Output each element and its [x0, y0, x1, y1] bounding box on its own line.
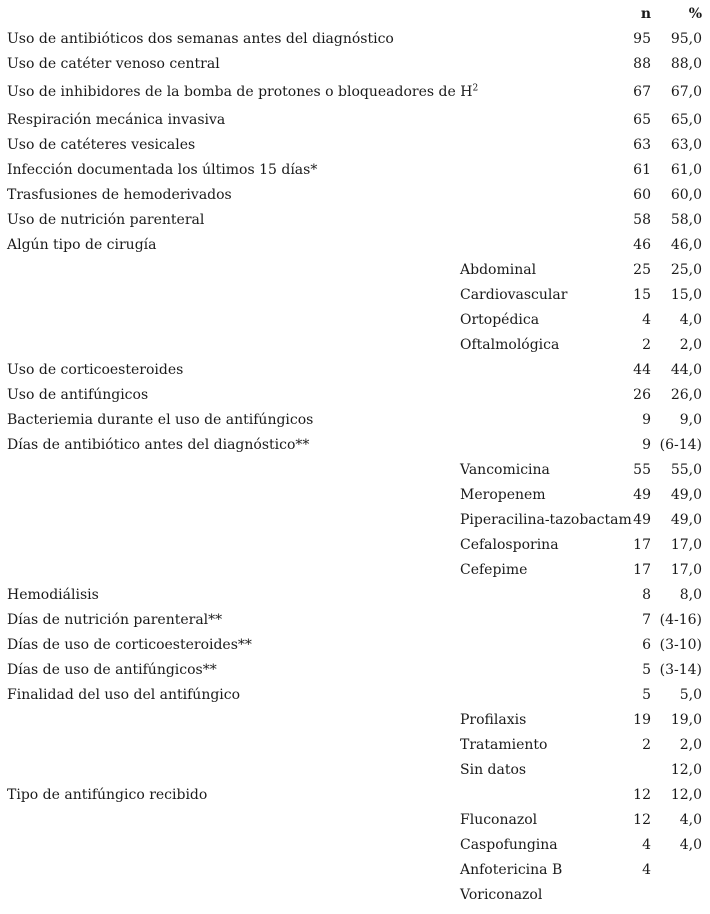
row-label: Uso de catéter venoso central [7, 56, 220, 72]
row-label: Uso de antibióticos dos semanas antes del diagnóstico [7, 31, 394, 47]
row-n-value: 8 [642, 587, 651, 603]
table-row [0, 137, 710, 162]
row-percent-value: 9,0 [679, 412, 702, 428]
row-label: Tipo de antifúngico recibido [7, 787, 208, 803]
row-label: Días de nutrición parenteral** [7, 612, 223, 628]
table-row [0, 487, 710, 512]
row-percent-value: 2,0 [679, 337, 702, 353]
row-sublabel: Vancomicina [460, 462, 550, 478]
table-row [0, 312, 710, 337]
row-percent-value: 5,0 [679, 687, 702, 703]
row-sublabel: Oftalmológica [460, 337, 560, 353]
row-percent-value: (3-10) [659, 637, 702, 653]
table-row [0, 287, 710, 312]
row-percent-value: 8,0 [679, 587, 702, 603]
row-n-value: 49 [633, 512, 651, 528]
row-percent-value: 44,0 [670, 362, 702, 378]
row-percent-value: 12,0 [670, 787, 702, 803]
row-label-superscript: 2 [472, 83, 479, 94]
row-label: Uso de antifúngicos [7, 387, 149, 403]
table-row [0, 112, 710, 137]
row-label: Uso de nutrición parenteral [7, 212, 205, 228]
table-row [0, 362, 710, 387]
header-n: n [640, 6, 651, 22]
row-n-value: 49 [633, 487, 651, 503]
row-label: Uso de inhibidores de la bomba de protones o bloqueadores de H [7, 84, 473, 100]
row-percent-value: 49,0 [670, 487, 702, 503]
row-n-value: 95 [633, 31, 651, 47]
row-percent-value: 88,0 [670, 56, 702, 72]
table-row [0, 437, 710, 462]
row-percent-value: 2,0 [679, 737, 702, 753]
row-percent-value: 95,0 [670, 31, 702, 47]
row-percent-value: 15,0 [670, 287, 702, 303]
row-sublabel: Cefepime [460, 562, 528, 578]
row-sublabel: Profilaxis [460, 712, 527, 728]
row-label: Algún tipo de cirugía [7, 237, 157, 253]
row-sublabel: Meropenem [460, 487, 546, 503]
row-n-value: 17 [633, 537, 651, 553]
table-row [0, 687, 710, 712]
row-n-value: 19 [633, 712, 651, 728]
table-row [0, 262, 710, 287]
row-n-value: 2 [642, 337, 651, 353]
row-sublabel: Anfotericina B [460, 862, 563, 878]
row-percent-value: 4,0 [679, 312, 702, 328]
table-row [0, 31, 710, 56]
row-n-value: 44 [633, 362, 651, 378]
row-n-value: 2 [642, 737, 651, 753]
row-percent-value: 60,0 [670, 187, 702, 203]
row-sublabel: Abdominal [460, 262, 537, 278]
row-label-wrap [7, 84, 478, 100]
row-n-value: 25 [633, 262, 651, 278]
row-sublabel: Tratamiento [460, 737, 548, 753]
table-row [0, 762, 710, 787]
row-n-value: 4 [642, 862, 651, 878]
table-row [0, 337, 710, 362]
table-row [0, 712, 710, 737]
table-row [0, 637, 710, 662]
row-n-value: 9 [642, 437, 651, 453]
row-sublabel: Cardiovascular [460, 287, 568, 303]
row-label: Días de uso de antifúngicos** [7, 662, 217, 678]
row-n-value: 5 [642, 662, 651, 678]
table-row [0, 737, 710, 762]
table-row [0, 587, 710, 612]
table-row [0, 212, 710, 237]
row-n-value: 58 [633, 212, 651, 228]
row-percent-value: 25,0 [670, 262, 702, 278]
table-row [0, 812, 710, 837]
row-percent-value: (4-16) [659, 612, 702, 628]
row-percent-value: 46,0 [670, 237, 702, 253]
row-percent-value: 17,0 [670, 537, 702, 553]
row-label: Hemodiálisis [7, 587, 99, 603]
row-percent-value: 26,0 [670, 387, 702, 403]
table-row [0, 787, 710, 812]
row-label: Días de antibiótico antes del diagnóstico** [7, 437, 310, 453]
table-row [0, 56, 710, 81]
row-percent-value: 19,0 [670, 712, 702, 728]
header-percent: % [688, 6, 702, 22]
row-sublabel: Caspofungina [460, 837, 558, 853]
row-label: Respiración mecánica invasiva [7, 112, 226, 128]
row-percent-value: 67,0 [670, 84, 702, 100]
header-row [0, 6, 710, 31]
table-row [0, 387, 710, 412]
row-n-value: 63 [633, 137, 651, 153]
table-row [0, 462, 710, 487]
row-n-value: 55 [633, 462, 651, 478]
row-n-value: 9 [642, 412, 651, 428]
table-row [0, 562, 710, 587]
row-sublabel: Cefalosporina [460, 537, 559, 553]
row-percent-value: (3-14) [659, 662, 702, 678]
table-row [0, 237, 710, 262]
table-row [0, 887, 710, 912]
row-percent-value: 55,0 [670, 462, 702, 478]
table-row [0, 512, 710, 537]
row-n-value: 61 [633, 162, 651, 178]
row-label: Finalidad del uso del antifúngico [7, 687, 241, 703]
row-n-value: 65 [633, 112, 651, 128]
row-n-value: 4 [642, 837, 651, 853]
row-label: Bacteriemia durante el uso de antifúngicos [7, 412, 314, 428]
row-n-value: 12 [633, 787, 651, 803]
row-percent-value: 17,0 [670, 562, 702, 578]
table-row [0, 162, 710, 187]
row-percent-value: 49,0 [670, 512, 702, 528]
row-sublabel: Ortopédica [460, 312, 540, 328]
row-label: Uso de corticoesteroides [7, 362, 184, 378]
table-row [0, 862, 710, 887]
row-n-value: 6 [642, 637, 651, 653]
table-row [0, 84, 710, 109]
row-n-value: 5 [642, 687, 651, 703]
row-percent-value: 63,0 [670, 137, 702, 153]
row-n-value: 26 [633, 387, 651, 403]
row-percent-value: 61,0 [670, 162, 702, 178]
row-percent-value: 58,0 [670, 212, 702, 228]
row-label: Uso de catéteres vesicales [7, 137, 196, 153]
row-percent-value: 4,0 [679, 837, 702, 853]
row-percent-value: (6-14) [659, 437, 702, 453]
row-sublabel: Piperacilina-tazobactam [460, 512, 632, 528]
row-label: Días de uso de corticoesteroides** [7, 637, 252, 653]
row-sublabel: Fluconazol [460, 812, 538, 828]
row-n-value: 46 [633, 237, 651, 253]
row-sublabel: Voriconazol [460, 887, 543, 903]
table-row [0, 412, 710, 437]
row-percent-value: 12,0 [670, 762, 702, 778]
table-row [0, 837, 710, 862]
row-sublabel: Sin datos [460, 762, 527, 778]
row-n-value: 7 [642, 612, 651, 628]
row-n-value: 15 [633, 287, 651, 303]
row-label: Infección documentada los últimos 15 días* [7, 162, 318, 178]
row-n-value: 17 [633, 562, 651, 578]
row-n-value: 4 [642, 312, 651, 328]
row-percent-value: 65,0 [670, 112, 702, 128]
row-label: Trasfusiones de hemoderivados [7, 187, 232, 203]
row-n-value: 12 [633, 812, 651, 828]
row-n-value: 88 [633, 56, 651, 72]
row-n-value: 67 [633, 84, 651, 100]
table-row [0, 662, 710, 687]
row-percent-value: 4,0 [679, 812, 702, 828]
row-n-value: 60 [633, 187, 651, 203]
table-row [0, 187, 710, 212]
table-row [0, 537, 710, 562]
table-row [0, 612, 710, 637]
